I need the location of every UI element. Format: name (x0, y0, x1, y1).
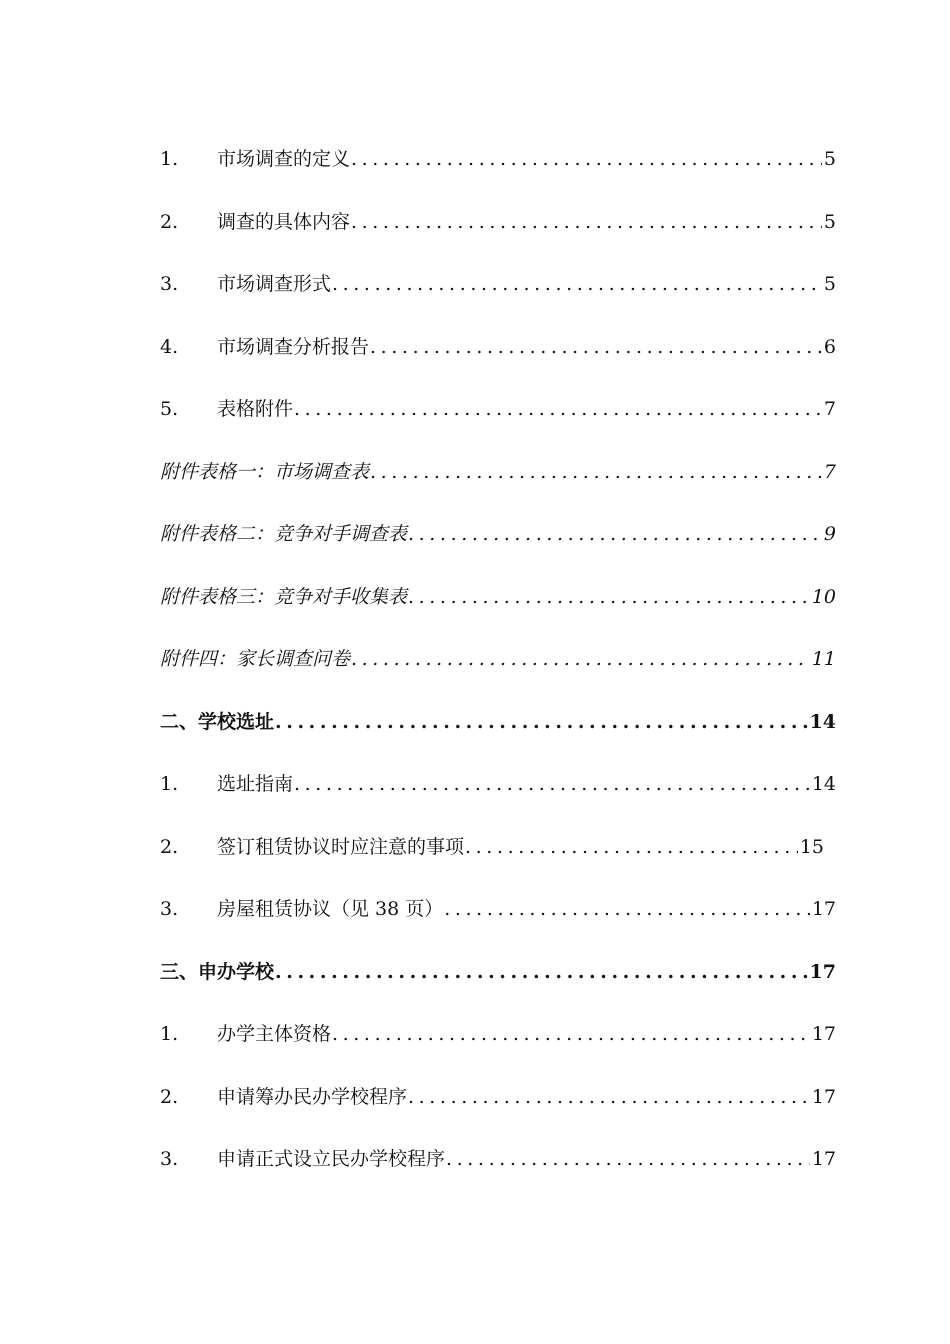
toc-entry-page: 14 (809, 710, 836, 733)
toc-section-heading[interactable] (160, 710, 836, 776)
toc-entry-page: 9 (823, 523, 836, 545)
toc-entry-number: 3. (160, 1148, 179, 1170)
toc-entry[interactable] (160, 275, 836, 338)
toc-entry[interactable] (160, 1085, 836, 1151)
toc-entry-number: 2. (160, 210, 179, 233)
dot-leader (332, 275, 822, 294)
toc-entry-page: 10 (811, 585, 836, 608)
toc-entry-title: 申请正式设立民办学校程序 (217, 1148, 446, 1170)
toc-entry-title: 附件表格二：竞争对手调查表 (160, 523, 408, 545)
toc-section-title: 二、学校选址 (160, 710, 275, 733)
toc-entry-number: 2. (160, 835, 179, 858)
toc-entry-page: 5 (823, 273, 836, 295)
toc-entry-title: 申请筹办民办学校程序 (217, 1085, 408, 1108)
dot-leader (275, 963, 808, 982)
dot-leader (294, 775, 810, 794)
toc-entry-title: 市场调查分析报告 (217, 335, 370, 358)
toc-entry-title: 房屋租赁协议（见 38 页） (217, 898, 444, 920)
toc-entry-page: 17 (811, 1023, 836, 1045)
toc-appendix-entry[interactable] (160, 585, 836, 651)
dot-leader (351, 150, 822, 169)
dot-leader (332, 1025, 810, 1044)
toc-entry-page: 6 (823, 335, 836, 358)
toc-entry[interactable] (160, 400, 836, 463)
toc-section-heading[interactable] (160, 960, 836, 1026)
toc-entry-page: 14 (811, 773, 836, 795)
dot-leader (351, 650, 810, 669)
toc-entry-title: 选址指南 (217, 773, 294, 795)
toc-entry-title: 表格附件 (217, 398, 294, 420)
toc-entry-page: 5 (823, 210, 836, 233)
toc-entry-page: 17 (811, 1148, 836, 1170)
toc-entry-number: 1. (160, 773, 179, 795)
toc-entry-title: 附件表格三：竞争对手收集表 (160, 585, 408, 608)
dot-leader (408, 588, 810, 607)
toc-entry[interactable] (160, 1025, 836, 1088)
toc-entry-page: 17 (809, 960, 836, 983)
toc-appendix-entry[interactable] (160, 525, 836, 588)
toc-appendix-entry[interactable] (160, 460, 836, 526)
toc-entry-title: 附件表格一：市场调查表 (160, 460, 370, 483)
toc-entry-title: 办学主体资格 (217, 1023, 332, 1045)
toc-entry-page: 7 (823, 460, 836, 483)
table-of-contents (160, 150, 836, 1213)
dot-leader (294, 400, 822, 419)
toc-entry-page: 15 (799, 835, 824, 858)
toc-entry-page: 17 (811, 1085, 836, 1108)
dot-leader (465, 838, 798, 857)
toc-entry-page: 11 (811, 648, 836, 670)
toc-entry-number: 5. (160, 398, 179, 420)
toc-section-title: 三、申办学校 (160, 960, 275, 983)
dot-leader (446, 1150, 810, 1169)
toc-entry-title: 调查的具体内容 (217, 210, 351, 233)
toc-appendix-entry[interactable] (160, 650, 836, 713)
toc-entry-number: 1. (160, 1023, 179, 1045)
toc-entry-page: 7 (823, 398, 836, 420)
toc-entry-title: 市场调查形式 (217, 273, 332, 295)
toc-entry-title: 市场调查的定义 (217, 148, 351, 170)
toc-entry-page: 17 (811, 898, 836, 920)
toc-entry-number: 1. (160, 148, 179, 170)
toc-entry[interactable] (160, 210, 836, 276)
toc-entry-title: 附件四：家长调查问卷 (160, 648, 351, 670)
toc-entry[interactable] (160, 900, 836, 963)
toc-entry-number: 3. (160, 898, 179, 920)
toc-entry[interactable] (160, 775, 836, 838)
toc-entry-number: 3. (160, 273, 179, 295)
toc-entry[interactable] (160, 1150, 836, 1213)
toc-entry-number: 4. (160, 335, 179, 358)
dot-leader (370, 463, 822, 482)
dot-leader (444, 900, 810, 919)
toc-entry[interactable] (160, 835, 824, 901)
toc-entry[interactable] (160, 150, 836, 213)
dot-leader (275, 713, 808, 732)
dot-leader (370, 338, 822, 357)
toc-entry-title: 签订租赁协议时应注意的事项 (217, 835, 465, 858)
toc-entry[interactable] (160, 335, 836, 401)
dot-leader (408, 525, 822, 544)
dot-leader (351, 213, 822, 232)
toc-entry-page: 5 (823, 148, 836, 170)
dot-leader (408, 1088, 810, 1107)
toc-entry-number: 2. (160, 1085, 179, 1108)
